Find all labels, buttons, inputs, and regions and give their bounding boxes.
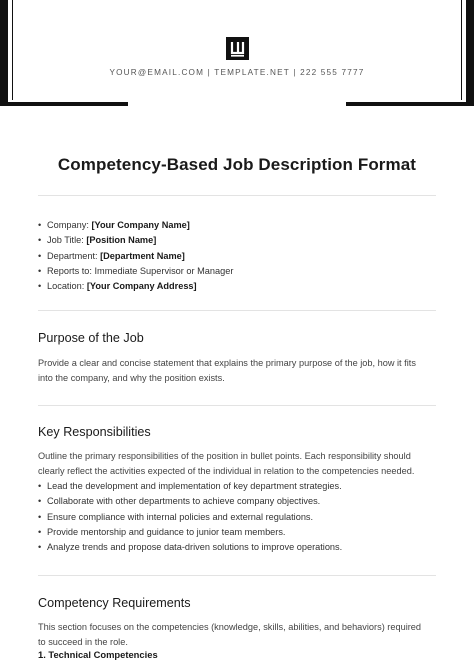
divider xyxy=(38,575,436,576)
purpose-text-line: into the company, and why the position exists. xyxy=(38,373,225,383)
competency-text-line: This section focuses on the competencies (knowledge, skills, abilities, and behaviors) required xyxy=(38,622,422,632)
header-border-bottom-right xyxy=(346,102,474,106)
list-item: • Job Title: [Position Name] xyxy=(38,235,157,246)
header-inner-line-right xyxy=(461,0,462,100)
list-item: • Collaborate with other departments to achieve company objectives. xyxy=(38,496,321,507)
company-logo-icon xyxy=(226,37,249,60)
section-heading-competency: Competency Requirements xyxy=(38,596,191,610)
list-item: • Lead the development and implementation of key department strategies. xyxy=(38,481,342,491)
section-heading-responsibilities: Key Responsibilities xyxy=(38,425,151,439)
responsibilities-intro-line: Outline the primary responsibilities of the position in bullet points. Each responsibility should xyxy=(38,451,411,461)
job-info-list xyxy=(38,218,438,294)
list-item: • Reports to: Immediate Supervisor or Manager xyxy=(38,265,234,276)
header-inner-line-left xyxy=(12,0,13,100)
header-border-right xyxy=(466,0,474,106)
divider xyxy=(38,195,436,196)
document-title: Competency-Based Job Description Format xyxy=(57,155,417,174)
contact-info: YOUR@EMAIL.COM | TEMPLATE.NET | 222 555 7777 xyxy=(109,68,365,77)
responsibilities-list xyxy=(38,479,438,555)
list-item: • Analyze trends and propose data-driven solutions to improve operations. xyxy=(38,542,343,553)
list-item: • Location: [Your Company Address] xyxy=(38,281,197,292)
divider xyxy=(38,310,436,311)
header-border-left xyxy=(0,0,8,106)
list-item: • Department: [Department Name] xyxy=(38,250,185,261)
list-item: • Ensure compliance with internal policies and external regulations. xyxy=(38,511,314,522)
competency-text-line: to succeed in the role. xyxy=(38,637,128,647)
header-border-bottom-left xyxy=(0,102,128,106)
section-heading-purpose: Purpose of the Job xyxy=(38,331,144,345)
subheading-technical-competencies: 1. Technical Competencies xyxy=(38,649,158,660)
purpose-text-line: Provide a clear and concise statement that explains the primary purpose of the job, how it fits xyxy=(38,358,416,368)
header-banner xyxy=(0,0,474,106)
divider xyxy=(38,405,436,406)
responsibilities-intro-line: clearly reflect the activities expected of the individual in relation to the competencies needed. xyxy=(38,466,415,476)
list-item: • Provide mentorship and guidance to junior team members. xyxy=(38,526,286,537)
list-item: • Company: [Your Company Name] xyxy=(38,220,190,230)
